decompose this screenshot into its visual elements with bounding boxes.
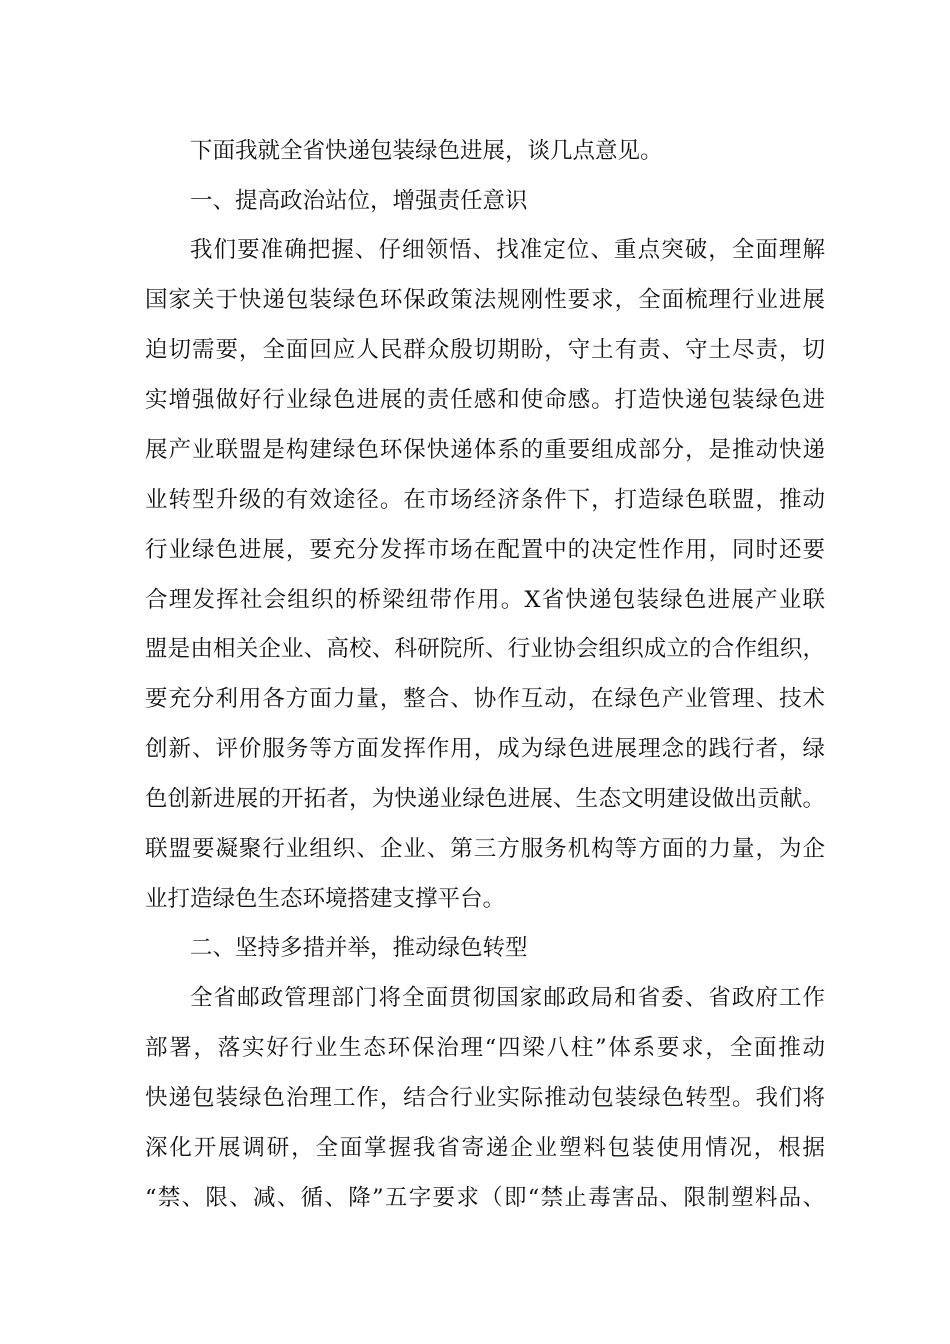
paragraph-line: 深化开展调研，全面掌握我省寄递企业塑料包装使用情况，根据 [145, 1135, 825, 1161]
paragraph-line: 展产业联盟是构建绿色环保快递体系的重要组成部分，是推动快递 [145, 437, 825, 463]
paragraph-line: 我们要准确把握、仔细领悟、找准定位、重点突破，全面理解 [190, 237, 825, 263]
paragraph-line: 迫切需要，全面回应人民群众殷切期盼，守土有责、守土尽责，切 [145, 337, 825, 363]
paragraph-line: 创新、评价服务等方面发挥作用，成为绿色进展理念的践行者，绿 [145, 736, 825, 762]
paragraph-line: 行业绿色进展，要充分发挥市场在配置中的决定性作用，同时还要 [145, 537, 825, 563]
section-heading-2: 二、坚持多措并举，推动绿色转型 [190, 935, 528, 961]
paragraph-line: 合理发挥社会组织的桥梁纽带作用。X省快递包装绿色进展产业联 [145, 587, 825, 613]
paragraph-line: 要充分利用各方面力量，整合、协作互动，在绿色产业管理、技术 [145, 686, 825, 712]
paragraph-line: 国家关于快递包装绿色环保政策法规刚性要求，全面梳理行业进展 [145, 287, 825, 313]
paragraph-line: 联盟要凝聚行业组织、企业、第三方服务机构等方面的力量，为企 [145, 836, 825, 862]
paragraph-line: 实增强做好行业绿色进展的责任感和使命感。打造快递包装绿色进 [145, 387, 825, 413]
paragraph-line: 色创新进展的开拓者，为快递业绿色进展、生态文明建设做出贡献。 [145, 786, 825, 812]
paragraph-line: 业打造绿色生态环境搭建支撑平台。 [145, 886, 506, 912]
paragraph-intro: 下面我就全省快递包装绿色进展，谈几点意见。 [190, 138, 663, 164]
paragraph-line: 快递包装绿色治理工作，结合行业实际推动包装绿色转型。我们将 [145, 1085, 825, 1111]
paragraph-line: 部署，落实好行业生态环保治理“四梁八柱”体系要求，全面推动 [145, 1035, 825, 1061]
paragraph-line: “禁、限、减、循、降”五字要求（即“禁止毒害品、限制塑料品、 [145, 1185, 825, 1211]
paragraph-line: 业转型升级的有效途径。在市场经济条件下，打造绿色联盟，推动 [145, 487, 825, 513]
paragraph-line: 盟是由相关企业、高校、科研院所、行业协会组织成立的合作组织， [145, 636, 825, 662]
section-heading-1: 一、提高政治站位，增强责任意识 [190, 188, 528, 214]
paragraph-line: 全省邮政管理部门将全面贯彻国家邮政局和省委、省政府工作 [190, 985, 825, 1011]
